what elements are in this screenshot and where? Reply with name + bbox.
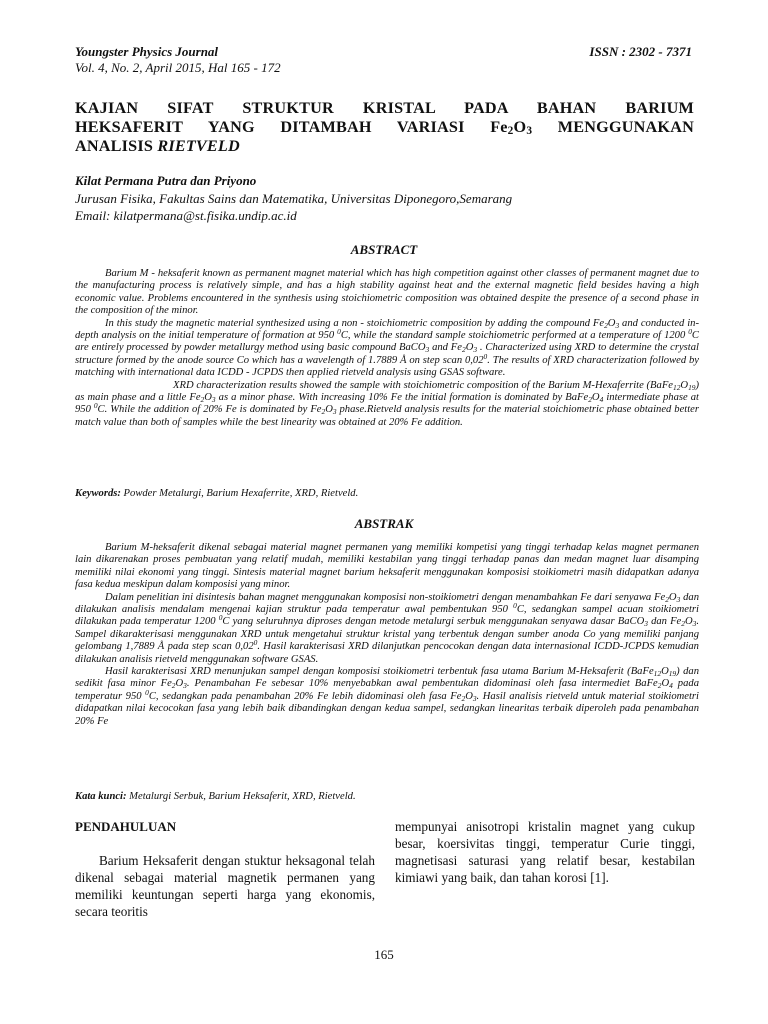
title-line-3: ANALISIS RIETVELD <box>75 137 240 155</box>
kata-kunci: Kata kunci: Metalurgi Serbuk, Barium Heksaferit, XRD, Rietveld. <box>75 791 356 802</box>
abstract-paragraph-1: Barium M - heksaferit known as permanent magnet material which has high competition against other classes of permanent magnet due to the manufacturing process is relatively simple, and has a high stability against heat and the external magnetic field besides having a high economic value. Problems encountered in the synthesis using stoichiometric composition was obtained despite the presence of a second phase in the composition of the minor. <box>75 268 699 317</box>
paper-title <box>75 99 694 156</box>
title-line-1: KAJIAN SIFAT STRUKTUR KRISTAL PADA BAHAN BARIUM <box>75 99 694 117</box>
abstract-heading: ABSTRACT <box>350 242 418 257</box>
volume-info: Vol. 4, No. 2, April 2015, Hal 165 - 172 <box>75 60 281 75</box>
page-number: 165 <box>374 947 394 962</box>
journal-name: Youngster Physics Journal <box>75 44 219 59</box>
author-names: Kilat Permana Putra dan Priyono <box>75 173 257 188</box>
section-heading-pendahuluan: PENDAHULUAN <box>75 819 177 834</box>
intro-paragraph-left: Barium Heksaferit dengan stuktur heksagonal telah dikenal sebagai material magnetik permanen yang memiliki keuntungan seperti harga yang ekonomis, secara teoritis <box>75 853 375 919</box>
abstract-body <box>75 268 699 429</box>
abstrak-paragraph-2: Dalam penelitian ini disintesis bahan magnet menggunakan komposisi non-stoikiometri dengan menambahkan Fe dari senyawa $Fe_2O_3$ dan dilakukan analisis mendalam mengenai kajian struktur pada temperatur awal pembentukan 950 $^0$C, sedangkan sampel acuan stoikiometri dilakukan pada temperatur 1200 $^0$C yang seluruhnya diproses dengan metode metalurgi serbuk menggunakan senyawa dasar BaCO$_3$ dan $Fe_2O_3$. Sampel dikarakterisasi menggunakan XRD untuk mengetahui struktur kristal yang terbentuk dengan sumber anoda Co yang memiliki panjang gelombang 1,7889 Å pada step scan 0,02$^0$. Hasil karakterisasi XRD dilanjutkan pencocokan dengan data internasional ICDD-JCPDS kemudian dilakukan analisis rietveld menggunakan software GSAS. <box>75 591 699 665</box>
intro-right-column <box>395 818 695 886</box>
abstract-paragraph-2: In this study the magnetic material synthesized using a non - stoichiometric composition by adding the compound $Fe_2O_3$ and conducted in-depth analysis on the initial temperature of formation at 950 $^0$C, while the standard sample stoichiometric performed at a temperature of 1200 $^0$C are entirely processed by powder metallurgy method using basic compound BaCO$_3$ and $Fe_2O_3$ . Characterized using XRD to determine the crystal structure formed by the anode source Co which has a wavelength of 1.7889 Å on step scan 0,02$^0$. The results of XRD characterization followed by matching with international data ICDD - JCPDS then applied rietveld analysis using GSAS software. <box>75 317 699 379</box>
issn: ISSN : 2302 - 7371 <box>589 44 692 59</box>
intro-paragraph-right: mempunyai anisotropi kristalin magnet yang cukup besar, koersivitas tinggi, temperatur Curie tinggi, magnetisasi saturasi yang relatif besar, kestabilan kimiawi yang baik, dan tahan korosi [1]. <box>395 819 695 885</box>
abstrak-body <box>75 542 699 728</box>
title-line-2: HEKSAFERIT YANG DITAMBAH VARIASI $Fe_2O_3$ MENGGUNAKAN <box>75 118 694 137</box>
intro-left-column <box>75 818 375 920</box>
email: Email: kilatpermana@st.fisika.undip.ac.id <box>75 208 297 223</box>
author-affiliation <box>75 190 512 224</box>
abstrak-paragraph-1: Barium M-heksaferit dikenal sebagai material magnet permanen yang memiliki kompetisi yang tinggi terhadap kelas magnet permanen lain dikarenakan proses pembuatan yang relatif mudah, memiliki kestabilan yang tinggi terhadap panas dan medan magnet luar disamping memiliki nilai ekonomi yang tinggi. Sintesis material magnet barium heksaferit menggunakan komposisi stoikiometri masih didapatkan adanya fasa kedua meskipun dalam komposisi yang minor. <box>75 542 699 591</box>
abstract-paragraph-3: XRD characterization results showed the sample with stoichiometric composition of the Barium M-Hexaferrite $(BaFe_{12}O_{19})$ as main phase and a little $Fe_2O_3$ as a minor phase. With increasing 10% Fe the initial formation is dominated by $BaFe_2O_4$ intermediate phase at 950 $^0$C. While the addition of 20% Fe is dominated by $Fe_2O_3$ phase.Rietveld analysis results for the material stoichiometric phase obtained better match value than both of samples while the best linearity was obtained at 20% Fe addition. <box>75 379 699 428</box>
abstrak-heading: ABSTRAK <box>354 516 414 531</box>
affiliation: Jurusan Fisika, Fakultas Sains dan Matematika, Universitas Diponegoro,Semarang <box>75 191 513 206</box>
keywords: Keywords: Powder Metalurgi, Barium Hexaferrite, XRD, Rietveld. <box>75 488 359 499</box>
running-header <box>75 44 692 76</box>
abstrak-paragraph-3: Hasil karakterisasi XRD menunjukan sampel dengan komposisi stoikiometri terbentuk fasa utama Barium M-Heksaferit $(BaFe_{12}O_{19})$ dan sedikit fasa minor $Fe_2O_3$. Penambahan Fe sebesar 10% menyebabkan awal pembentukan didominasi oleh fasa intermediet $BaFe_2O_4$ pada temperatur 950 $^0$C, sedangkan pada penambahan 20% Fe lebih didominasi oleh fasa $Fe_2O_3$. Hasil analisis rietveld untuk material stoikiometri didapatkan nilai kecocokan fasa yang lebih baik dibandingkan dengan kedua sampel, sedangkan linearitas terbaik diperoleh pada penambahan 20% Fe <box>75 666 699 727</box>
